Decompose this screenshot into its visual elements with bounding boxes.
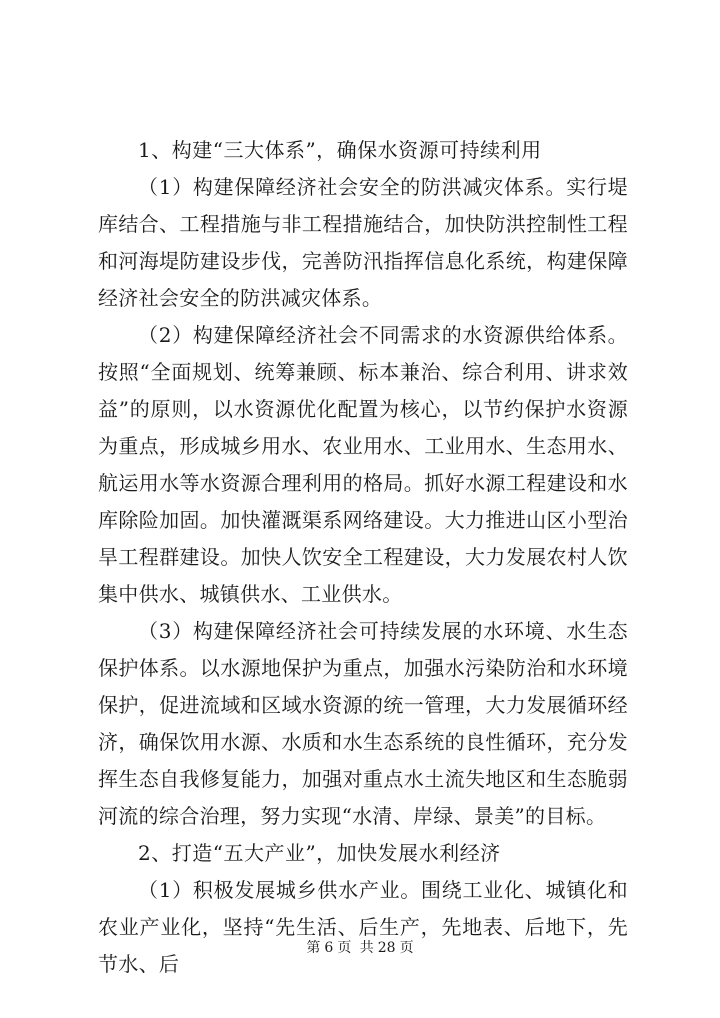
page-footer — [0, 938, 720, 958]
section-heading-1: 1、构建“三大体系”，确保水资源可持续利用 — [138, 138, 542, 162]
footer-page-unit: 页 — [337, 940, 352, 956]
paragraph-2-1: （1）积极发展城乡供水产业。围绕工业化、城镇化和农业产业化，坚持“先生活、后生产，先地表、后地下，先节水、后 — [98, 878, 628, 976]
document-body — [98, 132, 628, 983]
total-pages-number: 28 — [377, 940, 396, 956]
current-page-number: 6 — [324, 940, 334, 956]
paragraph-1-1: （1）构建保障经济社会安全的防洪减灾体系。实行堤库结合、工程措施与非工程措施结合，加快防洪控制性工程和河海堤防建设步伐，完善防汛指挥信息化系统，构建保障经济社会安全的防洪减灾体系。 — [98, 175, 628, 310]
paragraph-1-2: （2）构建保障经济社会不同需求的水资源供给体系。按照“全面规划、统筹兼顾、标本兼治、综合利用、讲求效益”的原则，以水资源优化配置为核心，以节约保护水资源为重点，形成城乡用水、农业用水、工业用水、生态用水、航运用水等水资源合理利用的格局。抓好水源工程建设和水库除险加固。加快灌溉渠系网络建设。大力推进山区小型治旱工程群建设。加快人饮安全工程建设，大力发展农村人饮集中供水、城镇供水、工业供水。 — [98, 323, 628, 606]
footer-prefix: 第 — [306, 940, 321, 956]
footer-total-unit: 页 — [399, 940, 414, 956]
paragraph-1-3: （3）构建保障经济社会可持续发展的水环境、水生态保护体系。以水源地保护为重点，加强水污染防治和水环境保护，促进流域和区域水资源的统一管理，大力发展循环经济，确保饮用水源、水质和水生态系统的良性循环，充分发挥生态自我修复能力，加强对重点水土流失地区和生态脆弱河流的综合治理，努力实现“水清、岸绿、景美”的目标。 — [98, 619, 628, 828]
section-heading-2: 2、打造“五大产业”，加快发展水利经济 — [138, 841, 501, 865]
footer-total-prefix: 共 — [359, 940, 374, 956]
